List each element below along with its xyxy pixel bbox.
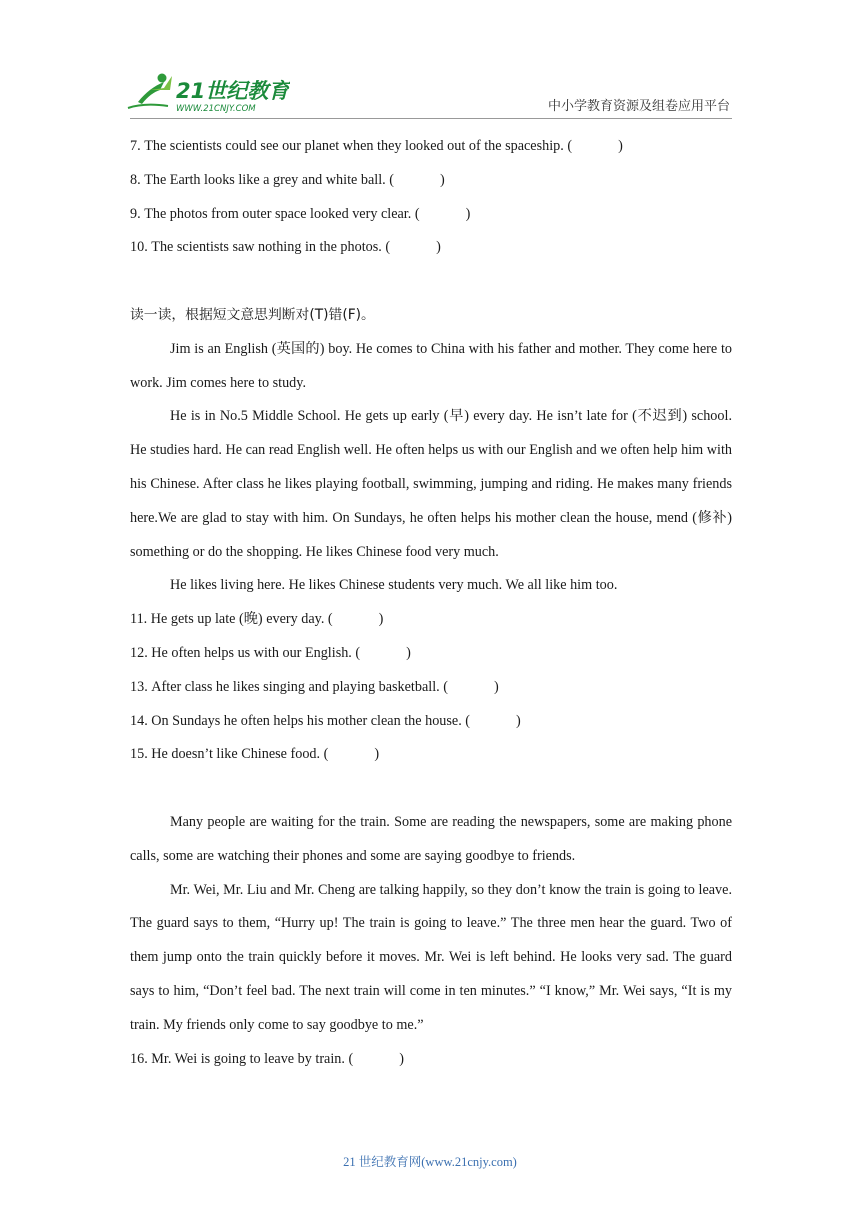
question-7: 7. The scientists could see our planet when they looked out of the spaceship. ( ) bbox=[130, 138, 623, 154]
passage-paragraph: Mr. Wei, Mr. Liu and Mr. Cheng are talking happily, so they don’t know the train is going to leave. The guard says to them, “Hurry up! The train is going to leave.” The three men hear the guard. Two of them jump onto the train quickly before it moves. Mr. Wei is left behind. He looks very sad. The guard says to him, “Don’t feel bad. The next train will come in ten minutes.” “I know,” Mr. Wei says, “It is my train. My friends only come to say goodbye to me.” bbox=[130, 881, 732, 1033]
spacer bbox=[130, 772, 732, 806]
passage-paragraph: Jim is an English (英国的) boy. He comes to China with his father and mother. They come here to work. Jim comes here to study. bbox=[130, 340, 732, 391]
page-footer: 21 世纪教育网(www.21cnjy.com) bbox=[343, 1155, 517, 1169]
passage-paragraph: He likes living here. He likes Chinese students very much. We all like him too. bbox=[170, 577, 618, 594]
question-14: 14. On Sundays he often helps his mother clean the house. ( ) bbox=[130, 712, 521, 729]
question-16: 16. Mr. Wei is going to leave by train. ( ) bbox=[130, 1050, 404, 1067]
question-13: 13. After class he likes singing and playing basketball. ( ) bbox=[130, 678, 499, 695]
question-10: 10. The scientists saw nothing in the photos. ( ) bbox=[130, 239, 441, 256]
question-11: 11. He gets up late (晚) every day. ( ) bbox=[130, 611, 384, 628]
section-instruction: 读一读，根据短文意思判断对(T)错(F)。 bbox=[130, 306, 375, 323]
logo-icon bbox=[120, 68, 290, 118]
passage-paragraph: Many people are waiting for the train. Some are reading the newspapers, some are making phone calls, some are watching their phones and some are saying goodbye to friends. bbox=[130, 813, 732, 864]
document-body bbox=[130, 130, 732, 1076]
question-15: 15. He doesn’t like Chinese food. ( ) bbox=[130, 746, 380, 763]
platform-label: 中小学教育资源及组卷应用平台 bbox=[547, 99, 730, 114]
spacer bbox=[130, 265, 732, 299]
logo-text: 21世纪教育 bbox=[176, 79, 290, 103]
question-12: 12. He often helps us with our English. ( ) bbox=[130, 644, 411, 661]
page-header bbox=[0, 0, 860, 125]
passage-paragraph: He is in No.5 Middle School. He gets up early (早) every day. He isn’t late for (不迟到) school. He studies hard. He can read English well. He often helps us with our English and we often help him with his Chinese. After class he likes playing football, swimming, jumping and riding. He makes many friends here.We are glad to stay with him. On Sundays, he often helps his mother clean the house, mend (修补) something or do the shopping. He likes Chinese food very much. bbox=[130, 408, 732, 560]
question-9: 9. The photos from outer space looked very clear. ( ) bbox=[130, 205, 471, 222]
logo-url: WWW.21CNJY.COM bbox=[176, 104, 256, 114]
question-8: 8. The Earth looks like a grey and white ball. ( ) bbox=[130, 171, 445, 188]
header-divider bbox=[130, 118, 732, 119]
